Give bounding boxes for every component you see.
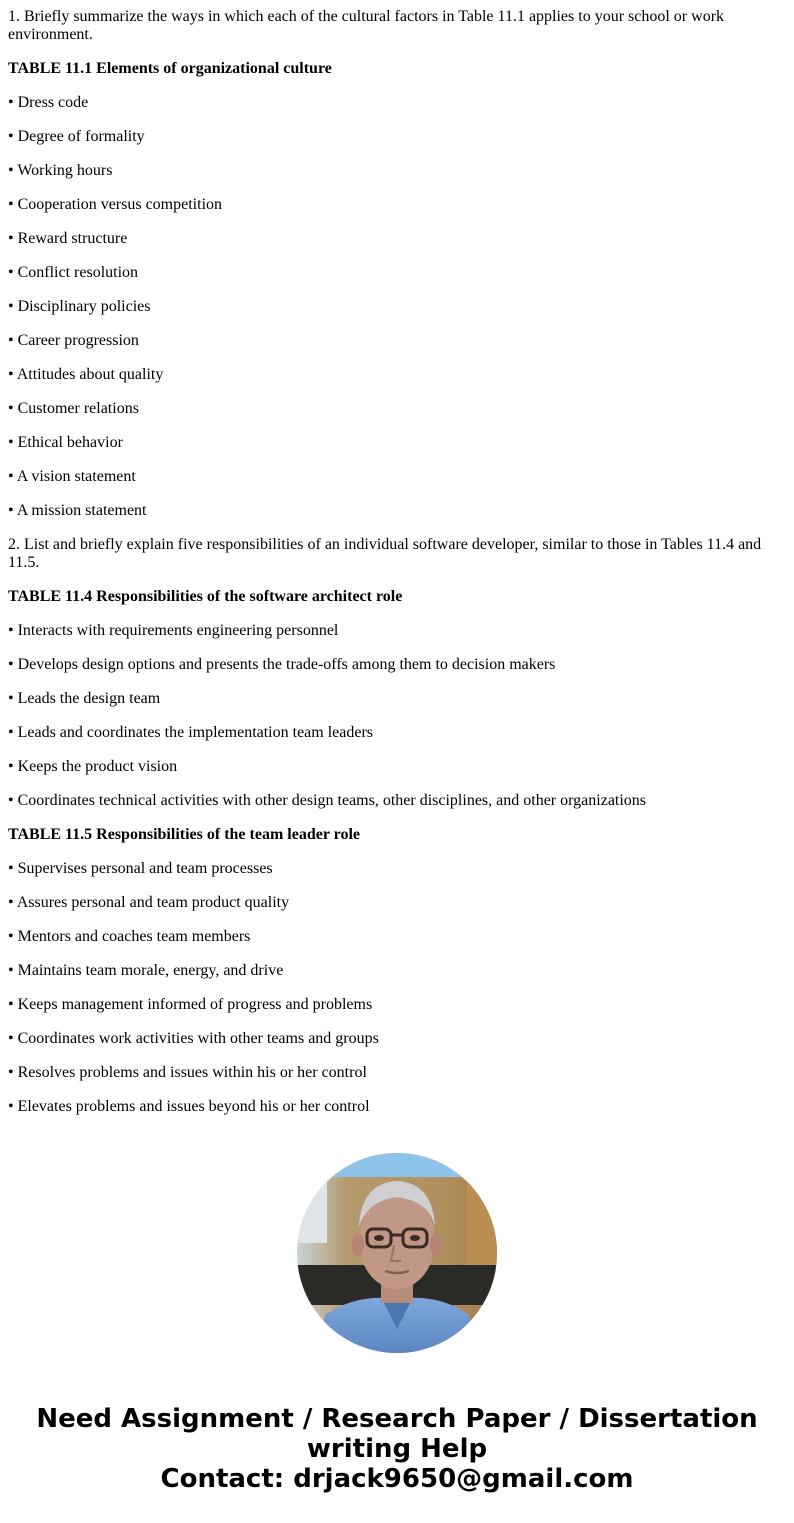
promo-banner [0,1404,794,1494]
list-item: • Conflict resolution [8,264,139,281]
promo-line-1: Need Assignment / Research Paper / Dissertation [36,1404,758,1434]
author-portrait-image [297,1153,497,1353]
list-item: • A vision statement [8,468,136,485]
author-avatar [297,1153,497,1353]
list-item: • Assures personal and team product quality [8,894,290,911]
table-11-1-title-text: TABLE 11.1 Elements of organizational culture [8,60,332,77]
list-item: • Attitudes about quality [8,366,164,383]
table-11-5-title [8,826,778,844]
list-item: • Customer relations [8,400,139,417]
list-item: • Leads and coordinates the implementation team leaders [8,724,374,741]
list-item: • Keeps management informed of progress and problems [8,996,373,1013]
table-11-5-title-text: TABLE 11.5 Responsibilities of the team leader role [8,826,360,843]
list-item: • Degree of formality [8,128,145,145]
list-item: • Disciplinary policies [8,298,151,315]
list-item: • Working hours [8,162,113,179]
list-item: • Elevates problems and issues beyond his or her control [8,1098,370,1115]
list-item: • Develops design options and presents the trade-offs among them to decision makers [8,656,556,673]
list-item: • Supervises personal and team processes [8,860,273,877]
question-1: 1. Briefly summarize the ways in which each of the cultural factors in Table 11.1 applies to your school or work environment. [8,8,725,43]
document-body [8,8,778,1132]
table-11-4-title [8,588,778,606]
question-2: 2. List and briefly explain five responsibilities of an individual software developer, similar to those in Tables 11.4 and 11.5. [8,536,762,571]
list-item: • Maintains team morale, energy, and drive [8,962,284,979]
list-item: • Leads the design team [8,690,161,707]
promo-line-2: writing Help [306,1434,488,1464]
table-11-4-title-text: TABLE 11.4 Responsibilities of the software architect role [8,588,403,605]
list-item: • Resolves problems and issues within his or her control [8,1064,367,1081]
list-item: • Interacts with requirements engineering personnel [8,622,339,639]
table-11-1-title [8,60,778,78]
list-item: • Keeps the product vision [8,758,178,775]
list-item: • A mission statement [8,502,147,519]
list-item: • Cooperation versus competition [8,196,223,213]
list-item: • Coordinates work activities with other teams and groups [8,1030,379,1047]
list-item: • Dress code [8,94,89,111]
list-item: • Coordinates technical activities with other design teams, other disciplines, and other organizations [8,792,647,809]
list-item: • Mentors and coaches team members [8,928,251,945]
promo-contact: Contact: drjack9650@gmail.com [160,1464,634,1494]
list-item: • Career progression [8,332,139,349]
list-item: • Ethical behavior [8,434,123,451]
list-item: • Reward structure [8,230,128,247]
